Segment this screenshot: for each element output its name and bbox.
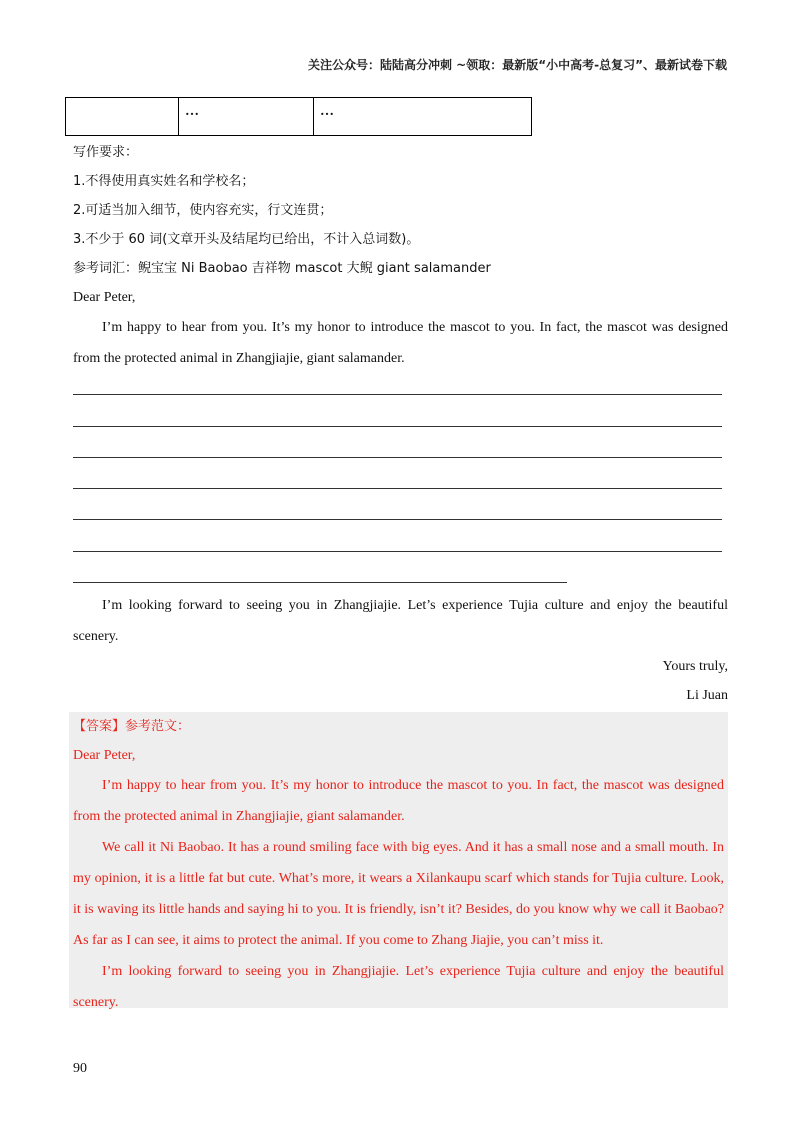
writing-line[interactable] — [73, 488, 722, 489]
reference-vocabulary: 参考词汇：鲵宝宝 Ni Baobao 吉祥物 mascot 大鲵 giant salamander — [73, 261, 491, 276]
requirements-title: 写作要求： — [73, 145, 139, 160]
requirement-item: 3.不少于 60 词(文章开头及结尾均已给出，不计入总词数)。 — [73, 232, 420, 247]
writing-requirements — [73, 138, 728, 374]
answer-paragraph: We call it Ni Baobao. It has a round smiling face with big eyes. And it has a small nose and a small mouth. In my opinion, it is a little fat but cute. What’s more, it wears a Xilankaupu scarf which stands for Tujia culture. Look, it is waving its little hands and saying hi to you. It is friendly, isn’t it? Besides, do you know why we call it Baobao? As far as I can see, it aims to protect the animal. If you come to Zhang Jiajie, you can’t miss it. — [73, 840, 724, 948]
answer-paragraph: I’m happy to hear from you. It’s my honor to introduce the mascot to you. In fact, the mascot was designed from the protected animal in Zhangjiajie, giant salamander. — [73, 778, 724, 824]
requirement-item: 1.不得使用真实姓名和学校名； — [73, 174, 255, 189]
requirement-item: 2.可适当加入细节，使内容充实，行文连贯； — [73, 203, 333, 218]
writing-line[interactable] — [73, 519, 722, 520]
page-number: 90 — [73, 1061, 87, 1076]
letter-closing: I’m looking forward to seeing you in Zhangjiajie. Let’s experience Tujia culture and enjoy the beautiful scenery. — [73, 598, 728, 644]
letter-author: Li Juan — [686, 688, 728, 703]
table-row — [66, 98, 532, 136]
answer-paragraph: I’m looking forward to seeing you in Zhangjiajie. Let’s experience Tujia culture and enjoy the beautiful scenery. — [73, 964, 724, 1010]
answer-label: 【答案】参考范文： — [73, 719, 191, 734]
info-table — [65, 97, 532, 136]
table-cell: … — [314, 98, 532, 136]
table-cell: … — [179, 98, 314, 136]
writing-line[interactable] — [73, 582, 567, 583]
letter-signoff: Yours truly, — [662, 659, 728, 674]
writing-line[interactable] — [73, 457, 722, 458]
letter-salutation: Dear Peter, — [73, 290, 136, 305]
letter-closing-block — [73, 590, 728, 710]
letter-opening: I’m happy to hear from you. It’s my honor to introduce the mascot to you. In fact, the mascot was designed from the protected animal in Zhangjiajie, giant salamander. — [73, 320, 728, 366]
page-header: 关注公众号：陆陆高分冲刺 ~领取：最新版“小中高考-总复习”、最新试卷下载 — [308, 58, 727, 72]
writing-line[interactable] — [73, 394, 722, 395]
writing-line[interactable] — [73, 426, 722, 427]
writing-line[interactable] — [73, 551, 722, 552]
answer-salutation: Dear Peter, — [73, 748, 136, 763]
table-cell — [66, 98, 179, 136]
answer-section — [69, 712, 728, 1008]
